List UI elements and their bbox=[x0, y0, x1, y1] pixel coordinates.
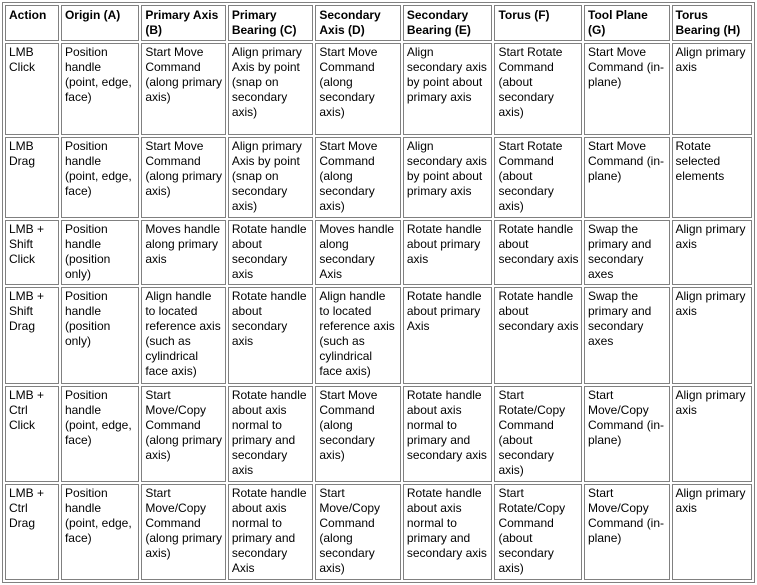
table-row bbox=[5, 43, 752, 135]
table-cell: Rotate selected elements bbox=[672, 137, 752, 218]
table-row bbox=[5, 386, 752, 482]
table-cell: Start Rotate/Copy Command (about secondary axis) bbox=[494, 386, 582, 482]
header-torus-bearing: Torus Bearing (H) bbox=[672, 5, 752, 41]
table-cell: Align primary axis bbox=[672, 386, 752, 482]
table-cell: Rotate handle about secondary axis bbox=[494, 287, 582, 383]
table-cell: Start Rotate/Copy Command (about secondary axis) bbox=[494, 484, 582, 580]
page bbox=[2, 2, 755, 583]
table-cell: Rotate handle about primary Axis bbox=[403, 287, 493, 383]
table-cell: Start Rotate Command (about secondary axis) bbox=[494, 43, 582, 135]
table-cell: Rotate handle about axis normal to primary and secondary axis bbox=[228, 386, 314, 482]
table-cell: Position handle (position only) bbox=[61, 287, 139, 383]
table-row bbox=[5, 220, 752, 285]
table-cell: Moves handle along primary axis bbox=[141, 220, 226, 285]
table-cell: Position handle (point, edge, face) bbox=[61, 137, 139, 218]
action-cell: LMB + Ctrl Click bbox=[5, 386, 59, 482]
table-cell: Position handle (position only) bbox=[61, 220, 139, 285]
table-cell: Align primary Axis by point (snap on secondary axis) bbox=[228, 137, 314, 218]
action-cell: LMB + Ctrl Drag bbox=[5, 484, 59, 580]
header-secondary-axis: Secondary Axis (D) bbox=[315, 5, 401, 41]
table-row bbox=[5, 484, 752, 580]
header-action: Action bbox=[5, 5, 59, 41]
mouse-action-table bbox=[2, 2, 755, 583]
table-cell: Position handle (point, edge, face) bbox=[61, 43, 139, 135]
table-cell: Position handle (point, edge, face) bbox=[61, 484, 139, 580]
table-cell: Start Move/Copy Command (along primary axis) bbox=[141, 484, 226, 580]
action-cell: LMB Click bbox=[5, 43, 59, 135]
table-row bbox=[5, 137, 752, 218]
table-cell: Align secondary axis by point about primary axis bbox=[403, 137, 493, 218]
table-cell: Start Move Command (in-plane) bbox=[584, 137, 670, 218]
table-cell: Position handle (point, edge, face) bbox=[61, 386, 139, 482]
action-cell: LMB Drag bbox=[5, 137, 59, 218]
table-cell: Align secondary axis by point about primary axis bbox=[403, 43, 493, 135]
table-cell: Rotate handle about primary axis bbox=[403, 220, 493, 285]
table-row bbox=[5, 287, 752, 383]
table-cell: Moves handle along secondary Axis bbox=[315, 220, 401, 285]
table-cell: Start Rotate Command (about secondary axis) bbox=[494, 137, 582, 218]
action-cell: LMB + Shift Click bbox=[5, 220, 59, 285]
table-cell: Start Move Command (in-plane) bbox=[584, 43, 670, 135]
header-origin: Origin (A) bbox=[61, 5, 139, 41]
table-cell: Start Move Command (along primary axis) bbox=[141, 137, 226, 218]
header-torus: Torus (F) bbox=[494, 5, 582, 41]
table-cell: Align handle to located reference axis (such as cylindrical face axis) bbox=[141, 287, 226, 383]
table-cell: Align primary axis bbox=[672, 220, 752, 285]
table-cell: Swap the primary and secondary axes bbox=[584, 287, 670, 383]
table-cell: Start Move/Copy Command (along primary axis) bbox=[141, 386, 226, 482]
action-cell: LMB + Shift Drag bbox=[5, 287, 59, 383]
table-cell: Align primary axis bbox=[672, 43, 752, 135]
table-cell: Start Move Command (along secondary axis) bbox=[315, 137, 401, 218]
table-cell: Start Move/Copy Command (in-plane) bbox=[584, 484, 670, 580]
table-cell: Rotate handle about secondary axis bbox=[228, 287, 314, 383]
table-cell: Start Move Command (along secondary axis) bbox=[315, 386, 401, 482]
header-primary-axis: Primary Axis (B) bbox=[141, 5, 226, 41]
table-cell: Start Move Command (along secondary axis) bbox=[315, 43, 401, 135]
table-cell: Rotate handle about secondary axis bbox=[494, 220, 582, 285]
table-cell: Swap the primary and secondary axes bbox=[584, 220, 670, 285]
table-cell: Align handle to located reference axis (such as cylindrical face axis) bbox=[315, 287, 401, 383]
table-cell: Start Move/Copy Command (in-plane) bbox=[584, 386, 670, 482]
table-cell: Rotate handle about axis normal to primary and secondary Axis bbox=[228, 484, 314, 580]
table-cell: Align primary axis bbox=[672, 484, 752, 580]
table-cell: Rotate handle about secondary axis bbox=[228, 220, 314, 285]
table-cell: Align primary axis bbox=[672, 287, 752, 383]
header-secondary-bearing: Secondary Bearing (E) bbox=[403, 5, 493, 41]
table-cell: Rotate handle about axis normal to primary and secondary axis bbox=[403, 484, 493, 580]
header-tool-plane: Tool Plane (G) bbox=[584, 5, 670, 41]
table-cell: Align primary Axis by point (snap on secondary axis) bbox=[228, 43, 314, 135]
table-cell: Start Move Command (along primary axis) bbox=[141, 43, 226, 135]
header-primary-bearing: Primary Bearing (C) bbox=[228, 5, 314, 41]
table-cell: Start Move/Copy Command (along secondary axis) bbox=[315, 484, 401, 580]
table-cell: Rotate handle about axis normal to primary and secondary axis bbox=[403, 386, 493, 482]
header-row bbox=[5, 5, 752, 41]
